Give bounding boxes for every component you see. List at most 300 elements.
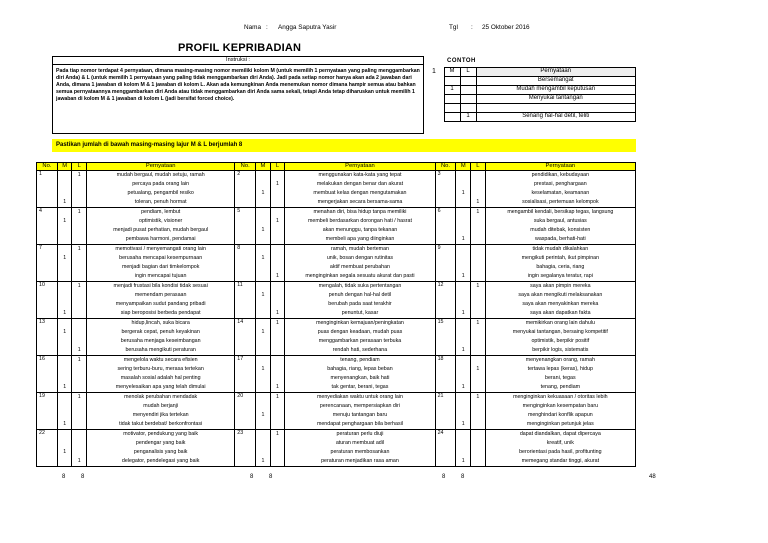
statement-text: masalah sosial adalah hal penting (120, 375, 201, 381)
m-mark[interactable] (257, 319, 269, 328)
l-mark[interactable] (73, 235, 85, 244)
example-m-cell (444, 77, 460, 86)
l-mark[interactable] (73, 263, 85, 272)
m-mark[interactable] (257, 208, 269, 217)
l-mark[interactable] (272, 245, 284, 254)
m-mark[interactable] (457, 300, 469, 309)
m-mark[interactable] (457, 365, 469, 374)
m-mark[interactable]: 1 (261, 458, 265, 464)
statement-text: menginginkan kesempatan baru (522, 403, 599, 409)
m-mark[interactable] (457, 411, 469, 420)
statement-text: menjadi bagian dari timkelompok (121, 264, 200, 270)
statement-text: memotivasi / menyemangati orang lain (115, 246, 206, 252)
l-column (270, 393, 285, 430)
statement-text: hidup,lincah, suka bicara (131, 320, 190, 326)
question-number: 18 (435, 356, 456, 393)
m-mark[interactable] (457, 356, 469, 365)
statement-column (485, 319, 635, 356)
l-column (72, 245, 87, 282)
m-mark[interactable] (457, 254, 469, 263)
l-mark[interactable] (73, 254, 85, 263)
m-mark[interactable] (257, 393, 269, 402)
l-mark[interactable]: 1 (77, 209, 81, 215)
example-statement (476, 104, 636, 113)
l-mark[interactable] (472, 430, 484, 439)
l-mark[interactable] (472, 457, 484, 466)
l-mark[interactable] (73, 309, 85, 318)
m-mark[interactable] (257, 235, 269, 244)
l-column (270, 319, 285, 356)
l-mark[interactable] (472, 263, 484, 272)
l-mark[interactable] (73, 217, 85, 226)
question-number: 6 (435, 208, 456, 245)
statement-text: tenang, pendiam (540, 384, 581, 390)
example-m-cell (444, 104, 460, 113)
m-column (57, 393, 72, 430)
l-mark[interactable] (472, 402, 484, 411)
m-mark[interactable]: 1 (461, 458, 465, 464)
l-mark[interactable] (272, 356, 284, 365)
m-mark[interactable]: 1 (261, 412, 265, 418)
m-mark[interactable] (257, 356, 269, 365)
l-column (72, 319, 87, 356)
example-m-cell (444, 95, 460, 104)
l-mark[interactable]: 1 (77, 283, 81, 289)
m-mark[interactable] (59, 346, 71, 355)
statement-text: peraturan menjadikan rasa aman (321, 458, 399, 464)
l-mark[interactable] (73, 411, 85, 420)
l-mark[interactable] (272, 198, 284, 207)
l-mark[interactable] (472, 189, 484, 198)
m-column (256, 245, 271, 282)
l-mark[interactable] (272, 263, 284, 272)
m-mark[interactable] (457, 180, 469, 189)
statement-column (485, 356, 635, 393)
instruction-label: Instruksi : (53, 57, 423, 65)
m-mark[interactable] (59, 337, 71, 346)
l-mark[interactable] (472, 337, 484, 346)
l-mark[interactable] (472, 171, 484, 180)
m-mark[interactable] (59, 319, 71, 328)
l-mark[interactable]: 1 (476, 209, 480, 215)
l-mark[interactable] (272, 235, 284, 244)
l-mark[interactable] (73, 300, 85, 309)
m-mark[interactable] (257, 439, 269, 448)
m-mark[interactable] (457, 171, 469, 180)
l-mark[interactable]: 1 (276, 181, 279, 187)
m-mark[interactable] (59, 439, 71, 448)
l-column (72, 171, 87, 208)
statement-text: menghindari konflik apapun (527, 412, 593, 418)
l-column (471, 356, 486, 393)
statement-text: ingin mencapai tujuan (134, 273, 187, 279)
l-column (471, 393, 486, 430)
statement-column (87, 282, 235, 319)
statement-text: saya akan menyakinkan mereka (522, 301, 599, 307)
m-mark[interactable] (257, 430, 269, 439)
l-mark[interactable] (272, 171, 284, 180)
statement-column (285, 319, 435, 356)
m-mark[interactable] (59, 282, 71, 291)
l-mark[interactable]: 1 (476, 283, 480, 289)
example-col-statement: Pernyataan (476, 68, 636, 77)
statement-column (285, 356, 435, 393)
m-mark[interactable] (59, 245, 71, 254)
m-mark[interactable] (59, 291, 71, 300)
l-mark[interactable]: 1 (77, 347, 81, 353)
l-mark[interactable]: 1 (276, 394, 279, 400)
m-mark[interactable] (257, 245, 269, 254)
m-mark[interactable]: 1 (461, 421, 465, 427)
statement-column (87, 171, 235, 208)
statement-text: menggambarkan perasaan terbuka (318, 338, 402, 344)
m-mark[interactable] (59, 393, 71, 402)
question-number: 3 (435, 171, 456, 208)
l-mark[interactable]: 1 (77, 357, 81, 363)
question-number: 11 (235, 282, 256, 319)
m-mark[interactable] (59, 180, 71, 189)
l-column (270, 430, 285, 467)
m-column (456, 282, 471, 319)
name-separator: : (266, 24, 268, 31)
question-row (37, 356, 636, 393)
statement-text: mendapat penghargaan bila berhasil (316, 421, 403, 427)
m-mark[interactable] (457, 226, 469, 235)
answer-table (36, 162, 636, 467)
l-mark[interactable]: 1 (276, 320, 279, 326)
l-mark[interactable]: 1 (276, 431, 279, 437)
statement-text: saya akan dapatkan fakta (530, 310, 591, 316)
l-mark[interactable] (272, 402, 284, 411)
statement-text: tenang, pendiam (340, 357, 380, 363)
l-mark[interactable] (272, 439, 284, 448)
statement-text: siap beroposisi berbeda pendapat (120, 310, 201, 316)
m-mark[interactable] (59, 171, 71, 180)
m-mark[interactable]: 1 (261, 255, 265, 261)
l-mark[interactable] (73, 402, 85, 411)
example-l-cell (460, 95, 476, 104)
m-mark[interactable] (457, 402, 469, 411)
l-mark[interactable] (73, 198, 85, 207)
m-mark[interactable] (457, 374, 469, 383)
statement-text: penuh dengan hal-hal detil (328, 292, 392, 298)
m-mark[interactable] (59, 263, 71, 272)
m-mark[interactable] (457, 263, 469, 272)
l-mark[interactable] (73, 328, 85, 337)
m-mark[interactable]: 1 (461, 384, 465, 390)
m-mark[interactable]: 1 (63, 218, 67, 224)
m-mark[interactable] (457, 319, 469, 328)
l-mark[interactable] (73, 272, 85, 281)
m-mark[interactable] (257, 180, 269, 189)
l-mark[interactable] (472, 254, 484, 263)
l-column (72, 208, 87, 245)
l-mark[interactable] (73, 383, 85, 392)
statement-text: menyendiri jika tertekan (132, 412, 189, 418)
l-mark[interactable] (272, 374, 284, 383)
l-mark[interactable] (272, 208, 284, 217)
m-mark[interactable]: 1 (261, 292, 265, 298)
m-mark[interactable] (457, 245, 469, 254)
l-mark[interactable] (73, 291, 85, 300)
l-mark[interactable] (272, 291, 284, 300)
m-mark[interactable] (59, 411, 71, 420)
statement-text: menuju tantangan baru (332, 412, 388, 418)
statement-text: mengerjakan secara bersama-sama (317, 199, 403, 205)
m-mark[interactable]: 1 (63, 199, 67, 205)
l-mark[interactable] (472, 180, 484, 189)
statement-text: bergerak cepat, penuh keyakinan (121, 329, 200, 335)
l-mark[interactable] (73, 226, 85, 235)
header-m: M (57, 163, 72, 171)
m-mark[interactable] (59, 430, 71, 439)
l-mark[interactable] (73, 374, 85, 383)
l-mark[interactable] (272, 411, 284, 420)
l-mark[interactable] (472, 328, 484, 337)
statement-text: memegang standar tinggi, akurat (521, 458, 600, 464)
m-mark[interactable]: 1 (63, 384, 67, 390)
m-mark[interactable] (59, 208, 71, 217)
date-separator: : (471, 24, 473, 31)
m-mark[interactable] (59, 402, 71, 411)
statement-text: menyampaikan sudut pandang pribadi (115, 301, 206, 307)
m-mark[interactable]: 1 (461, 347, 465, 353)
l-mark[interactable] (73, 319, 85, 328)
statement-column (285, 430, 435, 467)
m-mark[interactable]: 1 (63, 310, 67, 316)
l-mark[interactable] (472, 411, 484, 420)
statement-text: membeli berdasarkan dorongan hati / hasrat (307, 218, 412, 224)
l-mark[interactable]: 1 (476, 199, 480, 205)
l-mark[interactable] (73, 448, 85, 457)
m-mark[interactable] (257, 346, 269, 355)
m-mark[interactable]: 1 (461, 273, 465, 279)
m-column (57, 245, 72, 282)
question-row (37, 282, 636, 319)
m-column (57, 171, 72, 208)
l-mark[interactable] (272, 346, 284, 355)
l-mark[interactable] (272, 300, 284, 309)
example-m-cell: 1 (444, 86, 460, 95)
l-mark[interactable] (472, 217, 484, 226)
l-mark[interactable] (73, 439, 85, 448)
l-mark[interactable]: 1 (276, 384, 279, 390)
m-column (456, 393, 471, 430)
statement-text: bahagia, ceria, riang (536, 264, 585, 270)
m-mark[interactable] (257, 282, 269, 291)
l-mark[interactable] (272, 226, 284, 235)
m-mark[interactable] (457, 217, 469, 226)
l-mark[interactable]: 1 (77, 172, 81, 178)
m-mark[interactable]: 1 (261, 329, 265, 335)
l-mark[interactable] (272, 337, 284, 346)
l-mark[interactable] (272, 189, 284, 198)
m-mark[interactable] (457, 198, 469, 207)
l-mark[interactable]: 1 (476, 366, 480, 372)
statement-text: memikirkan orang lain dahulu (525, 320, 595, 326)
m-mark[interactable] (257, 309, 269, 318)
l-mark[interactable] (472, 235, 484, 244)
m-mark[interactable]: 1 (461, 310, 465, 316)
l-mark[interactable] (472, 439, 484, 448)
m-mark[interactable] (59, 272, 71, 281)
l-mark[interactable] (272, 254, 284, 263)
l-column (471, 208, 486, 245)
header-l: L (471, 163, 486, 171)
m-mark[interactable] (59, 189, 71, 198)
example-statement: Menyukai tantangan (476, 95, 636, 104)
l-mark[interactable] (73, 430, 85, 439)
statement-text: keselamatan, keamanan (531, 190, 590, 196)
statement-text: delegator, pendelegasi yang baik (121, 458, 200, 464)
m-mark[interactable] (257, 337, 269, 346)
m-mark[interactable]: 1 (261, 190, 265, 196)
m-mark[interactable]: 1 (461, 236, 465, 242)
l-mark[interactable] (472, 374, 484, 383)
m-mark[interactable] (457, 439, 469, 448)
m-mark[interactable] (457, 291, 469, 300)
statement-text: optimistik, visioner (139, 218, 183, 224)
m-mark[interactable]: 1 (63, 421, 67, 427)
m-mark[interactable] (257, 300, 269, 309)
l-column (471, 282, 486, 319)
m-mark[interactable] (257, 198, 269, 207)
l-mark[interactable] (272, 448, 284, 457)
question-row (37, 393, 636, 430)
header-no: No. (37, 163, 58, 171)
l-column (471, 319, 486, 356)
l-mark[interactable] (472, 245, 484, 254)
statement-text: toleran, penuh hormat (134, 199, 187, 205)
m-mark[interactable] (59, 356, 71, 365)
m-mark[interactable] (457, 430, 469, 439)
l-mark[interactable]: 1 (476, 320, 480, 326)
l-mark[interactable]: 1 (276, 310, 279, 316)
l-mark[interactable] (73, 420, 85, 429)
statement-column (87, 208, 235, 245)
l-mark[interactable]: 1 (276, 218, 279, 224)
m-mark[interactable] (257, 263, 269, 272)
l-mark[interactable] (272, 420, 284, 429)
statement-text: aturan membuat adil (335, 440, 385, 446)
statement-column (485, 208, 635, 245)
page-title: PROFIL KEPRIBADIAN (178, 42, 302, 54)
m-column (256, 282, 271, 319)
question-number: 19 (37, 393, 58, 430)
l-mark[interactable] (472, 356, 484, 365)
l-mark[interactable]: 1 (476, 394, 480, 400)
m-mark[interactable] (257, 272, 269, 281)
m-mark[interactable] (59, 365, 71, 374)
m-mark[interactable] (59, 300, 71, 309)
m-mark[interactable] (457, 282, 469, 291)
l-mark[interactable]: 1 (276, 273, 279, 279)
date-value: 25 Oktober 2016 (482, 24, 530, 31)
l-mark[interactable]: 1 (77, 246, 81, 252)
l-mark[interactable] (472, 272, 484, 281)
statement-text: mudah bergaul, mudah setuju, ramah (116, 172, 205, 178)
l-mark[interactable] (73, 180, 85, 189)
statement-text: tidak mudah dikalahkan (532, 246, 589, 252)
l-mark[interactable] (472, 346, 484, 355)
header-no: No. (435, 163, 456, 171)
m-mark[interactable] (257, 217, 269, 226)
total-m: 8 (442, 474, 446, 480)
l-mark[interactable] (272, 282, 284, 291)
m-mark[interactable] (257, 374, 269, 383)
statement-column (485, 282, 635, 319)
l-mark[interactable] (472, 420, 484, 429)
statement-text: dapat diandalkan, dapat dipercaya (519, 431, 601, 437)
l-mark[interactable]: 1 (77, 394, 81, 400)
l-mark[interactable]: 1 (77, 458, 81, 464)
statement-text: menyukai tantangan, bersaing kompetitif (512, 329, 608, 335)
m-mark[interactable] (59, 374, 71, 383)
m-mark[interactable]: 1 (63, 449, 67, 455)
m-column (57, 430, 72, 467)
question-number: 24 (435, 430, 456, 467)
m-mark[interactable] (257, 402, 269, 411)
m-mark[interactable] (59, 226, 71, 235)
statement-column (485, 245, 635, 282)
l-mark[interactable] (472, 309, 484, 318)
l-column (270, 208, 285, 245)
m-mark[interactable]: 1 (63, 329, 67, 335)
l-mark[interactable] (73, 365, 85, 374)
m-mark[interactable] (457, 208, 469, 217)
statement-text: menginginkan segala sesuatu akurat dan pasti (305, 273, 415, 279)
header-l: L (72, 163, 87, 171)
statement-text: pendidikan, kebudayaan (531, 172, 590, 178)
m-mark[interactable]: 1 (261, 227, 265, 233)
m-column (57, 356, 72, 393)
statement-column (87, 319, 235, 356)
l-mark[interactable] (472, 448, 484, 457)
l-mark[interactable] (272, 328, 284, 337)
statement-text: ramah, mudah berteman (330, 246, 389, 252)
m-mark[interactable] (457, 448, 469, 457)
m-mark[interactable]: 1 (63, 255, 67, 261)
question-number: 5 (235, 208, 256, 245)
l-mark[interactable] (272, 365, 284, 374)
m-mark[interactable]: 1 (261, 366, 265, 372)
m-mark[interactable]: 1 (461, 190, 465, 196)
m-mark[interactable] (257, 420, 269, 429)
m-mark[interactable] (257, 448, 269, 457)
m-mark[interactable] (457, 328, 469, 337)
l-mark[interactable] (472, 226, 484, 235)
m-mark[interactable] (457, 337, 469, 346)
l-column (72, 282, 87, 319)
statement-text: sosialisasi, pertemuan kelompok (522, 199, 599, 205)
m-mark[interactable] (59, 235, 71, 244)
l-mark[interactable] (73, 337, 85, 346)
statement-text: membeli apa yang diinginkan (325, 236, 395, 242)
m-mark[interactable] (257, 171, 269, 180)
l-mark[interactable] (472, 291, 484, 300)
m-mark[interactable] (257, 383, 269, 392)
m-mark[interactable] (457, 393, 469, 402)
m-mark[interactable] (59, 457, 71, 466)
l-mark[interactable] (272, 457, 284, 466)
l-mark[interactable] (472, 383, 484, 392)
header-l: L (270, 163, 285, 171)
statement-text: menginginkan kekuasaan / otoritas lebih (513, 394, 608, 400)
l-mark[interactable] (472, 300, 484, 309)
statement-text: pendengar yang baik (135, 440, 186, 446)
l-mark[interactable] (73, 189, 85, 198)
example-m-cell (444, 113, 460, 122)
